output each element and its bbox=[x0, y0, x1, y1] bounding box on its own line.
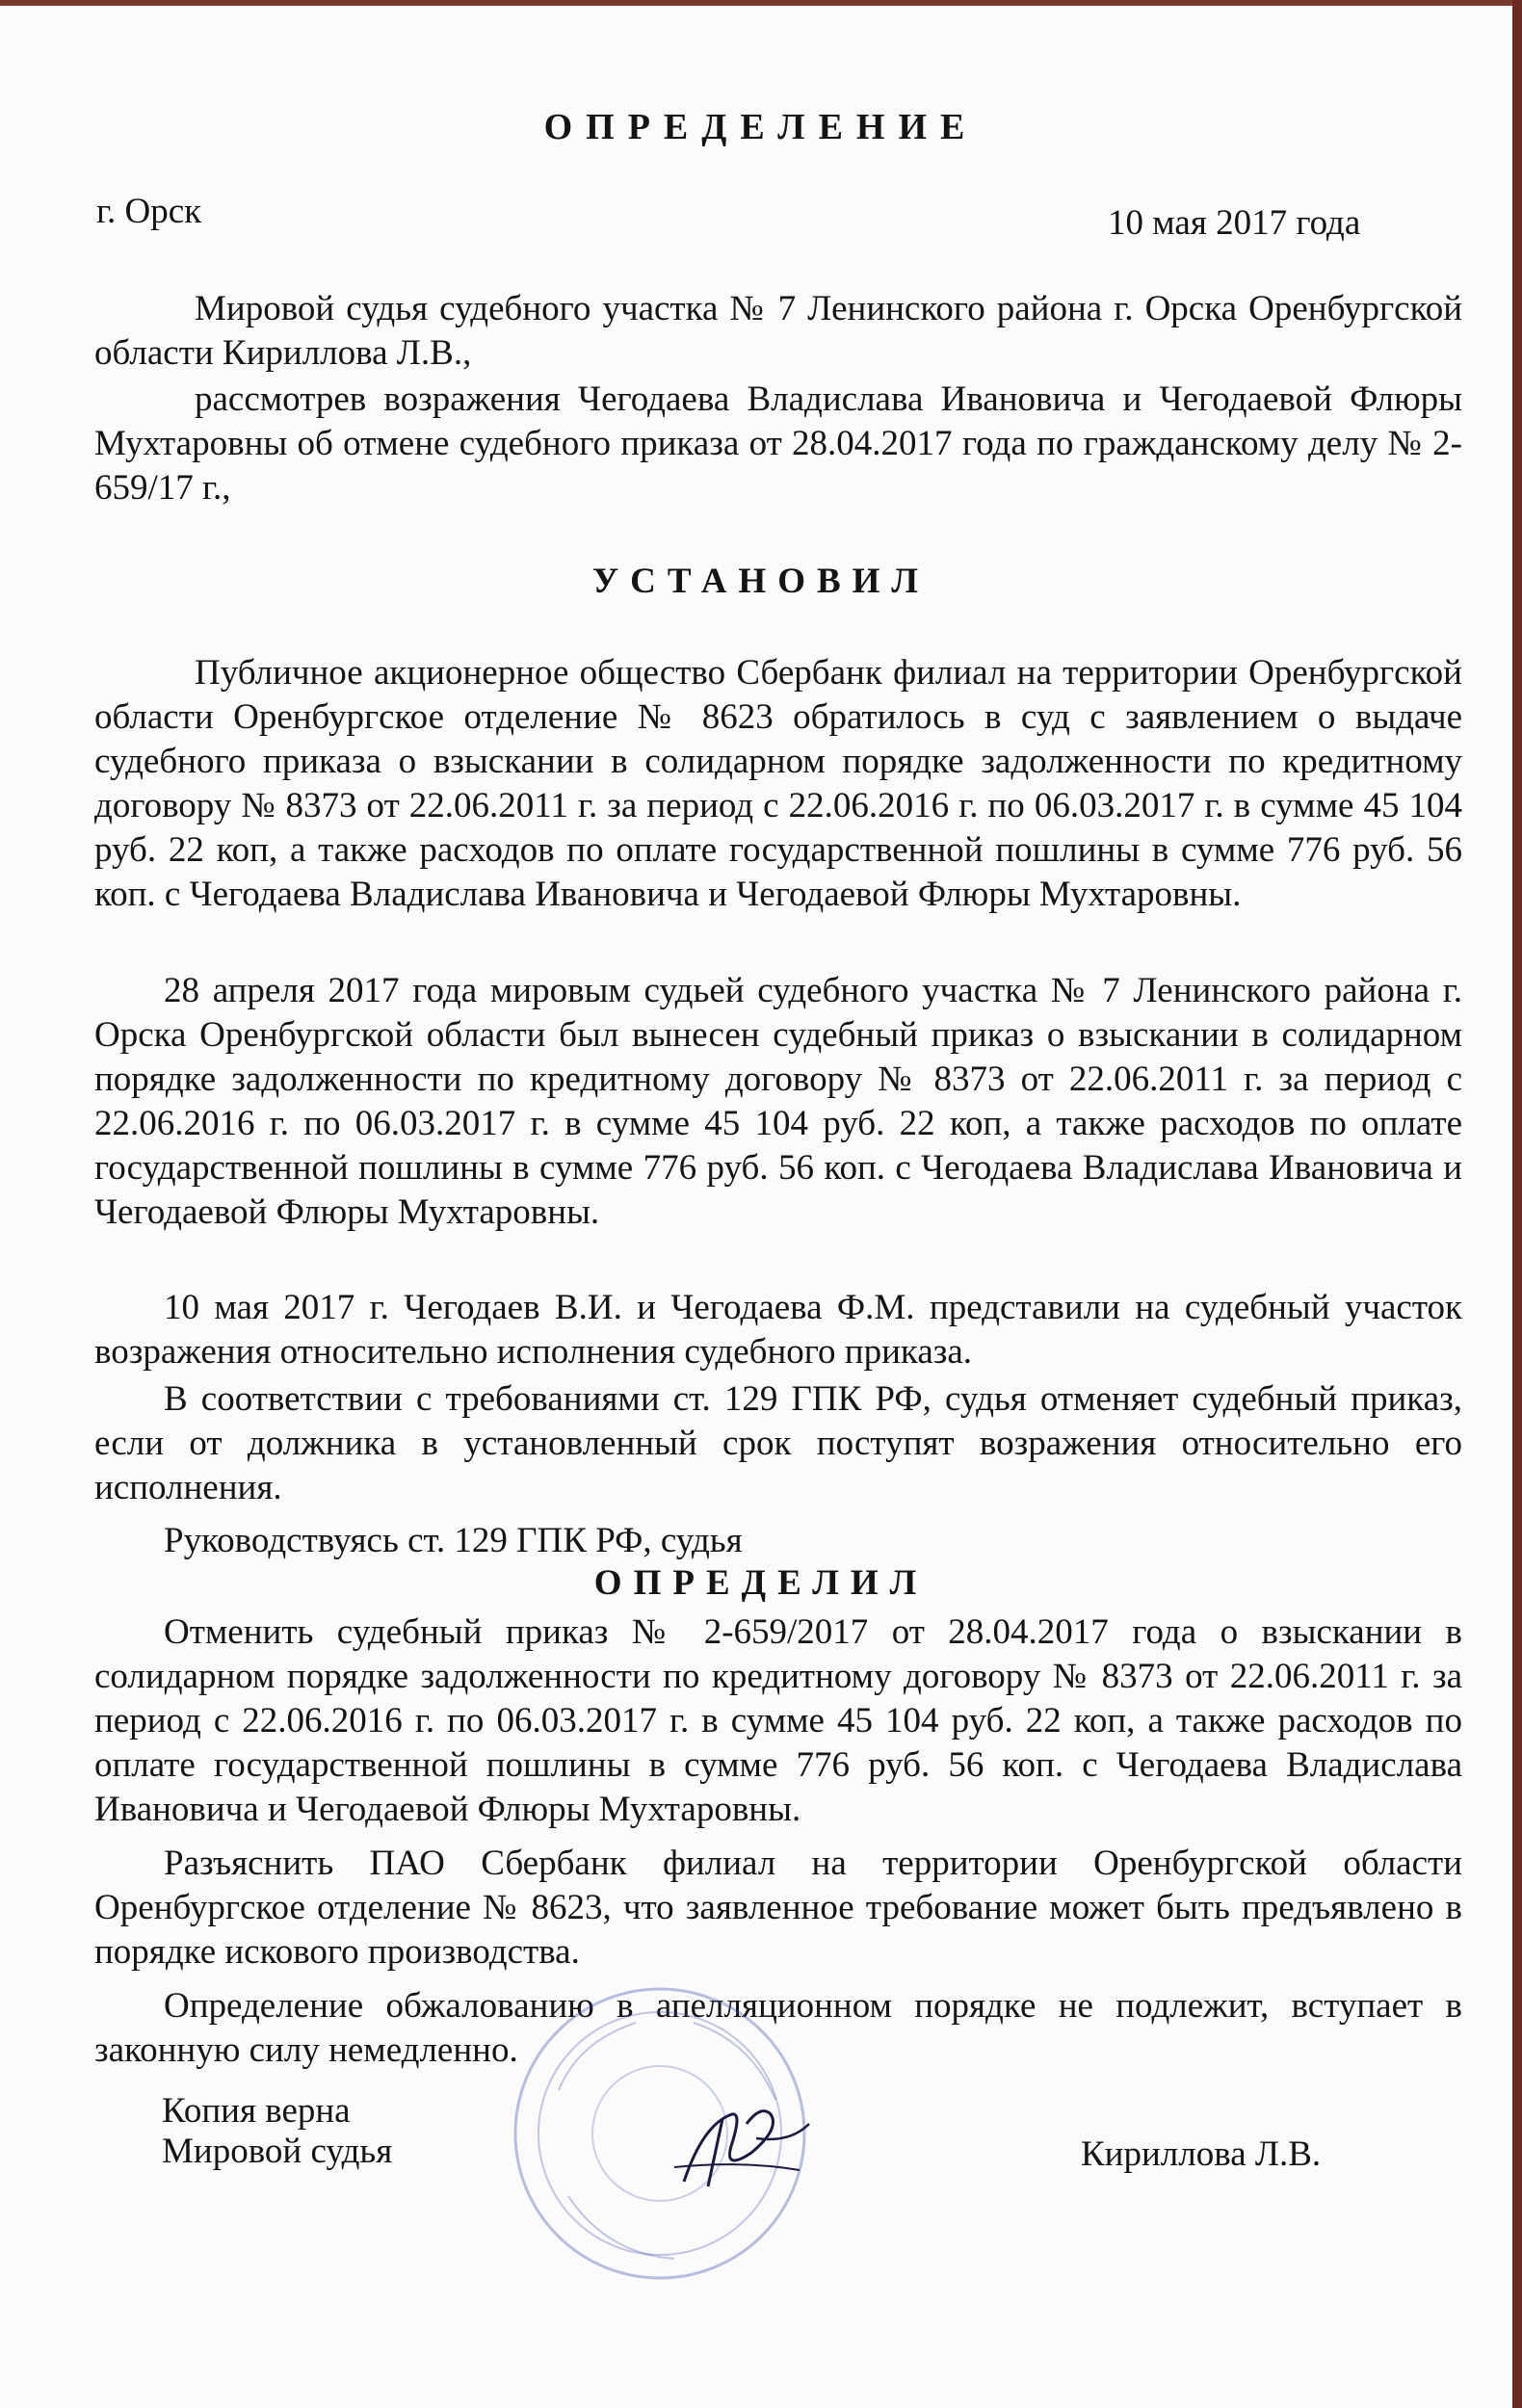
intro-paragraph-judge: Мировой судья судебного участка № 7 Ленинского района г. Орска Оренбургской области Кириллова Л.В., bbox=[94, 289, 1462, 373]
handwritten-signature-icon bbox=[665, 2085, 828, 2201]
document-date: 10 мая 2017 года bbox=[1108, 203, 1361, 243]
guided-by-line: Руководствуясь ст. 129 ГПК РФ, судья bbox=[164, 1521, 743, 1560]
established-paragraph-1: Публичное акционерное общество Сбербанк филиал на территории Оренбургской области Оренбургское отделение № 8623 обратилось в суд с заявлением о выдаче судебного приказа о взыскании в солидарном порядке задолженности по кредитному договору № 8373 от 22.06.2011 г. за период с 22.06.2016 г. по 06.03.2017 г. в сумме 45 104 руб. 22 коп, а также расходов по оплате государственной пошлины в сумме 776 руб. 56 коп. с Чегодаева Владислава Ивановича и Чегодаевой Флюры Мухтаровны. bbox=[94, 653, 1462, 914]
document-title: ОПРЕДЕЛЕНИЕ bbox=[543, 107, 979, 147]
section-heading-established: УСТАНОВИЛ bbox=[591, 562, 931, 601]
established-paragraph-2: 28 апреля 2017 года мировым судьей судебного участка № 7 Ленинского района г. Орска Оренбургской области был вынесен судебный приказ о взыскании в солидарном порядке задолженности по кредитному договору № 8373 от 22.06.2011 г. за период с 22.06.2016 г. по 06.03.2017 г. в сумме 45 104 руб. 22 коп, а также расходов по оплате государственной пошлины в сумме 776 руб. 56 коп. с Чегодаева Владислава Ивановича и Чегодаевой Флюры Мухтаровны. bbox=[94, 971, 1462, 1232]
ruled-paragraph-2: Разъяснить ПАО Сбербанк филиал на территории Оренбургской области Оренбургское отделение № 8623, что заявленное требование может быть предъявлено в порядке искового производства. bbox=[94, 1844, 1462, 1972]
ruled-paragraph-3: Определение обжалованию в апелляционном порядке не подлежит, вступает в законную силу немедленно. bbox=[94, 1986, 1462, 2070]
established-paragraph-4: В соответствии с требованиями ст. 129 ГПК РФ, судья отменяет судебный приказ, если от должника в установленный срок поступят возражения относительно его исполнения. bbox=[94, 1379, 1462, 1507]
intro-paragraph-considered: рассмотрев возражения Чегодаева Владислава Ивановича и Чегодаевой Флюры Мухтаровны об отмене судебного приказа от 28.04.2017 года по гражданскому делу № 2-659/17 г., bbox=[94, 380, 1462, 508]
section-heading-ruled: ОПРЕДЕЛИЛ bbox=[593, 1563, 929, 1603]
judge-name: Кириллова Л.В. bbox=[1081, 2134, 1322, 2174]
photo-background-top bbox=[0, 0, 1522, 6]
judge-title: Мировой судья bbox=[162, 2132, 393, 2171]
established-paragraph-3: 10 мая 2017 г. Чегодаев В.И. и Чегодаева Ф.М. представили на судебный участок возражения относительно исполнения судебного приказа. bbox=[94, 1288, 1462, 1372]
copy-certified-note: Копия верна bbox=[162, 2091, 351, 2131]
document-city: г. Орск bbox=[96, 192, 202, 231]
ruled-paragraph-1: Отменить судебный приказ № 2-659/2017 от 28.04.2017 года о взыскании в солидарном порядке задолженности по кредитному договору № 8373 от 22.06.2011 г. за период с 22.06.2016 г. по 06.03.2017 г. в сумме 45 104 руб. 22 коп, а также расходов по оплате государственной пошлины в сумме 776 руб. 56 коп. с Чегодаева Владислава Ивановича и Чегодаевой Флюры Мухтаровны. bbox=[94, 1612, 1462, 1829]
photo-background-right bbox=[1512, 0, 1522, 2408]
